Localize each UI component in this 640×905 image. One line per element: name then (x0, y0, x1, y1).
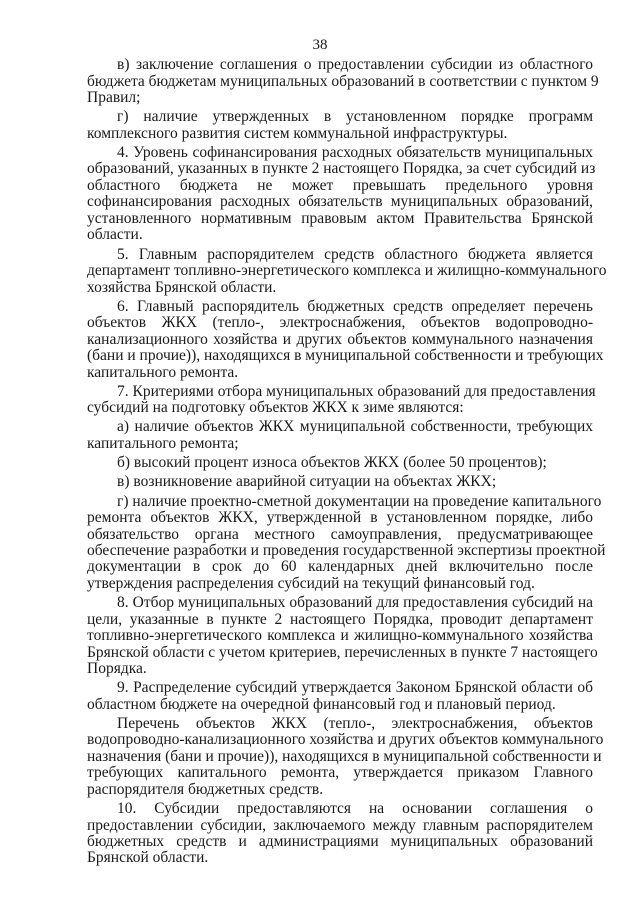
text-line: 5. Главным распорядителем средств областного бюджета является (117, 246, 593, 263)
text-line: 10. Субсидии предоставляются на основании соглашения о (117, 800, 593, 817)
text-line: топливно-энергетического комплекса и жилищно-коммунального хозяйства (87, 627, 593, 644)
text-line: департамент топливно-энергетического комплекса и жилищно-коммунального (87, 262, 607, 279)
text-line: бюджета бюджетам муниципальных образований в соответствии с пунктом 9 (87, 73, 599, 90)
text-line: установленного нормативным правовым актом Правительства Брянской (87, 210, 593, 227)
text-line: цели, указанные в пункте 2 настоящего Порядка, проводит департамент (87, 611, 593, 628)
text-line: б) высокий процент износа объектов ЖКХ (более 50 процентов); (117, 454, 547, 471)
text-line: Правил; (87, 89, 141, 106)
text-line: предоставлении субсидии, заключаемого между главным распорядителем (87, 817, 593, 834)
text-line: хозяйства Брянской области. (87, 279, 277, 296)
page-number: 38 (312, 37, 328, 53)
text-line: области. (87, 226, 143, 243)
text-line: канализационного хозяйства и других объектов коммунального назначения (87, 331, 593, 348)
text-line: 4. Уровень софинансирования расходных обязательств муниципальных (117, 144, 593, 161)
text-line: субсидий на подготовку объектов ЖКХ к зиме являются: (87, 399, 464, 416)
text-line: софинансирования расходных обязательств муниципальных образований, (87, 193, 593, 210)
text-line: требующих капитального ремонта, утверждается приказом Главного (87, 764, 593, 781)
text-line: назначения (бани и прочие)), находящихся в муниципальной собственности и (87, 748, 602, 765)
text-line: 8. Отбор муниципальных образований для предоставления субсидий на (117, 594, 593, 611)
text-line: капитального ремонта. (87, 364, 239, 381)
text-line: в) заключение соглашения о предоставлении субсидии из областного (117, 56, 593, 73)
text-line: областного бюджета не может превышать предельного уровня (87, 177, 593, 194)
text-line: распорядителя бюджетных средств. (87, 781, 324, 798)
text-line: утверждения распределения субсидий на текущий финансовый год. (87, 575, 535, 592)
text-line: капитального ремонта; (87, 435, 239, 452)
text-line: Перечень объектов ЖКХ (тепло-, электроснабжения, объектов (117, 715, 593, 732)
text-line: (бани и прочие)), находящихся в муниципальной собственности и требующих (87, 347, 604, 364)
text-line: образований, указанных в пункте 2 настоящего Порядка, за счет субсидий из (87, 160, 596, 177)
text-line: а) наличие объектов ЖКХ муниципальной собственности, требующих (117, 418, 593, 435)
text-line: в) возникновение аварийной ситуации на объектах ЖКХ; (117, 473, 497, 490)
text-line: Брянской области с учетом критериев, перечисленных в пункте 7 настоящего (87, 644, 598, 661)
text-line: 7. Критериями отбора муниципальных образований для предоставления (117, 383, 596, 400)
text-line: водопроводно-канализационного хозяйства и других объектов коммунального (87, 731, 604, 748)
text-line: ремонта объектов ЖКХ, утвержденной в установленном порядке, либо (87, 509, 593, 526)
text-line: обязательство органа местного самоуправления, предусматривающее (87, 526, 593, 543)
text-line: 6. Главный распорядитель бюджетных средств определяет перечень (117, 298, 593, 315)
text-line: 9. Распределение субсидий утверждается Законом Брянской области об (117, 679, 593, 696)
text-line: областном бюджете на очередной финансовый год и плановый период. (87, 696, 556, 713)
text-line: Порядка. (87, 660, 147, 677)
text-line: документации в срок до 60 календарных дней включительно после (87, 558, 593, 575)
text-line: г) наличие утвержденных в установленном порядке программ (117, 108, 593, 125)
text-line: обеспечение разработки и проведения государственной экспертизы проектной (87, 542, 606, 559)
text-line: объектов ЖКХ (тепло-, электроснабжения, объектов водопроводно- (87, 314, 593, 331)
text-line: Брянской области. (87, 849, 209, 866)
text-line: г) наличие проектно-сметной документации на проведение капитального (117, 493, 602, 510)
text-line: бюджетных средств и администрациями муниципальных образований (87, 833, 593, 850)
text-line: комплексного развития систем коммунальной инфраструктуры. (87, 125, 508, 142)
